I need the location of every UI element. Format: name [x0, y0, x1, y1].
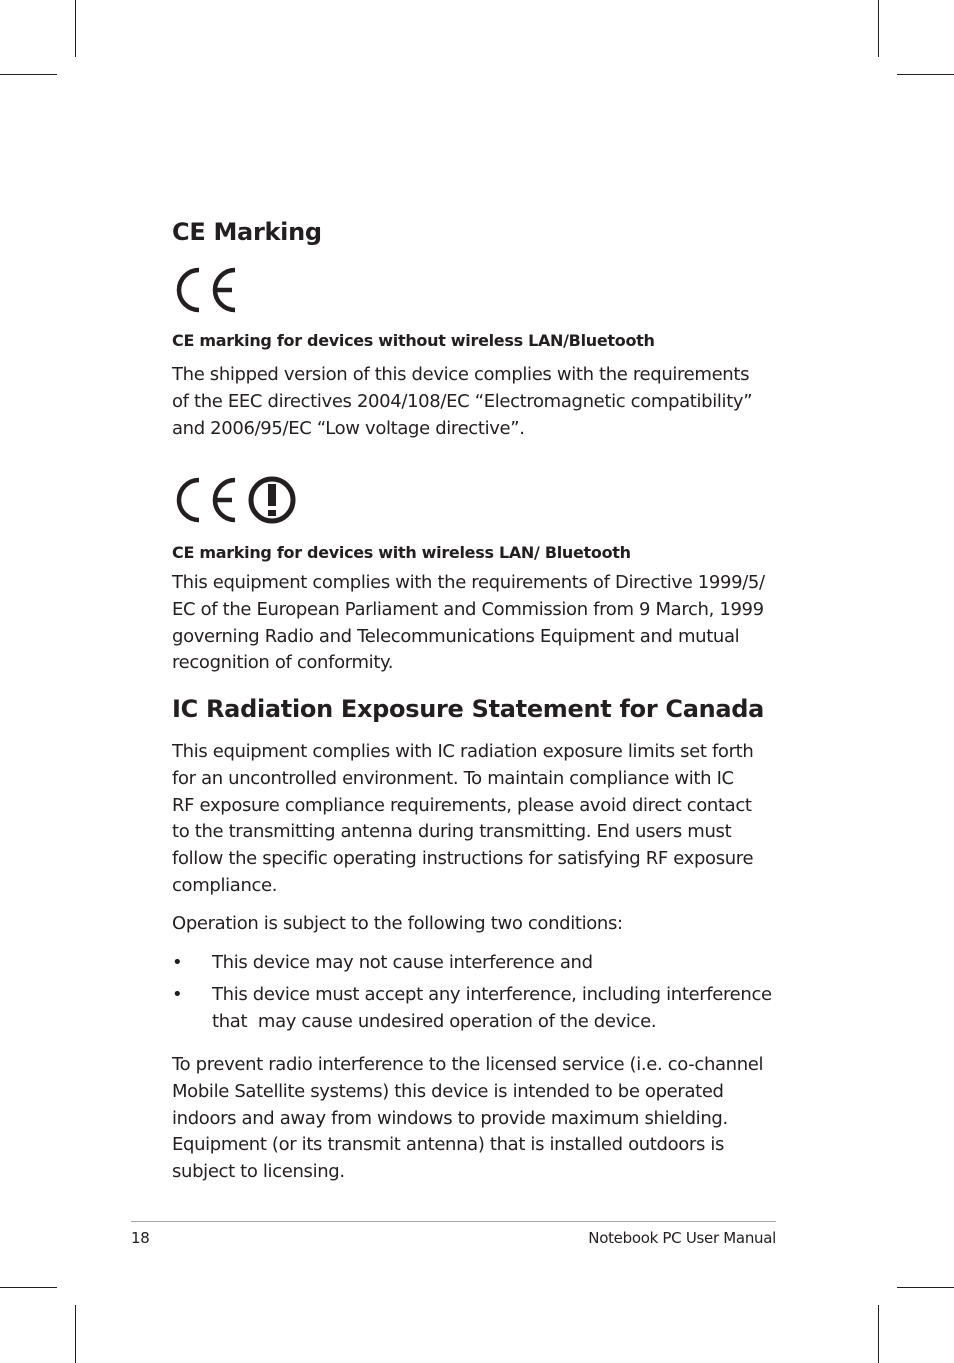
ic-paragraph-2	[172, 1052, 778, 1186]
text-line: This equipment complies with IC radiation exposure limits set forth	[172, 741, 754, 762]
text-line: Equipment (or its transmit antenna) that is installed outdoors is	[172, 1134, 725, 1156]
ce-marking-title: CE Marking	[172, 218, 322, 246]
bullet-text	[212, 950, 778, 977]
ce-no-wireless-heading: CE marking for devices without wireless LAN/Bluetooth	[172, 331, 655, 350]
text-line: RF exposure compliance requirements, please avoid direct contact	[172, 794, 752, 816]
text-line: of the EEC directives 2004/108/EC “Electromagnetic compatibility”	[172, 390, 753, 412]
text-line: This equipment complies with the requirements of Directive 1999/5/	[172, 572, 765, 593]
text-line: and 2006/95/EC “Low voltage directive”.	[172, 417, 525, 439]
manual-title: Notebook PC User Manual	[588, 1229, 776, 1247]
text-line: follow the specific operating instructions for satisfying RF exposure	[172, 848, 754, 870]
crop-mark	[897, 1287, 954, 1288]
page-number: 18	[131, 1229, 150, 1247]
text-line: indoors and away from windows to provide maximum shielding.	[172, 1107, 728, 1129]
bullet: •	[172, 952, 183, 973]
footer-divider	[131, 1221, 776, 1222]
crop-mark	[878, 0, 879, 57]
crop-mark	[897, 74, 954, 75]
text-line: governing Radio and Telecommunications Equipment and mutual	[172, 625, 740, 647]
ce-mark-icon	[172, 476, 242, 524]
ic-paragraph-1	[172, 739, 778, 900]
crop-mark	[878, 1305, 879, 1363]
crop-mark	[75, 0, 76, 57]
bullet: •	[172, 984, 183, 1005]
text-line: To prevent radio interference to the licensed service (i.e. co-channel	[172, 1054, 764, 1075]
ce-mark-icon	[172, 266, 242, 314]
text-line: subject to licensing.	[172, 1161, 345, 1183]
ic-statement-title: IC Radiation Exposure Statement for Canada	[172, 695, 765, 723]
text-line: EC of the European Parliament and Commission from 9 March, 1999	[172, 598, 764, 620]
conditions-intro: Operation is subject to the following two conditions:	[172, 913, 623, 934]
text-line: to the transmitting antenna during transmitting. End users must	[172, 821, 732, 843]
text-line: The shipped version of this device complies with the requirements	[172, 364, 750, 385]
crop-mark	[75, 1305, 76, 1363]
ce-no-wireless-paragraph	[172, 362, 778, 442]
text-line: This device must accept any interference, including interference	[212, 984, 772, 1005]
text-line: Mobile Satellite systems) this device is intended to be operated	[172, 1080, 724, 1102]
crop-mark	[0, 1287, 57, 1288]
text-line: This device may not cause interference and	[212, 952, 593, 973]
text-line: for an uncontrolled environment. To maintain compliance with IC	[172, 767, 734, 789]
alert-class2-icon	[247, 475, 297, 525]
ce-wireless-paragraph	[172, 570, 778, 677]
text-line: that may cause undesired operation of the device.	[212, 1010, 657, 1032]
ce-wireless-heading: CE marking for devices with wireless LAN/ Bluetooth	[172, 543, 631, 562]
bullet-text	[212, 982, 778, 1036]
text-line: compliance.	[172, 874, 278, 896]
crop-mark	[0, 74, 57, 75]
text-line: recognition of conformity.	[172, 652, 394, 674]
